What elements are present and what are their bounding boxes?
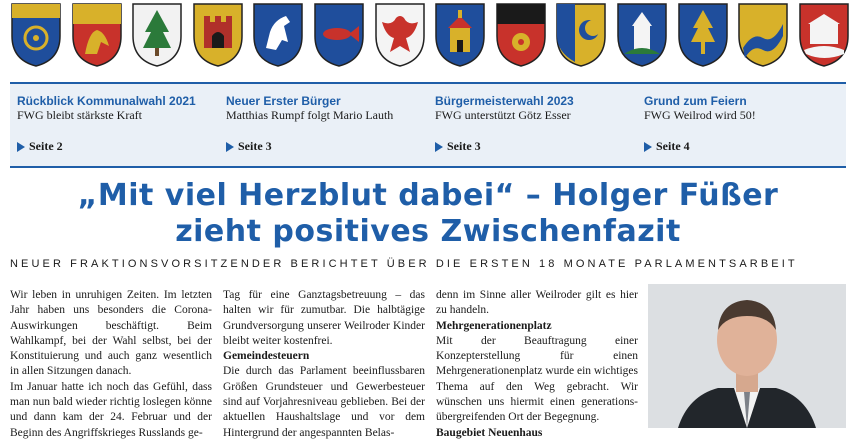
crest-moon-icon: [555, 2, 607, 68]
crest-gold-tree-icon: [677, 2, 729, 68]
arrow-right-icon: [644, 142, 652, 152]
teaser-item[interactable]: [637, 84, 846, 166]
teaser-page-link[interactable]: [435, 139, 481, 154]
article-headline: [10, 178, 846, 250]
headline-line-1: „Mit viel Herzblut dabei“ – Holger Füßer: [77, 178, 779, 213]
article-column-1: [10, 288, 212, 441]
headline-line-2: zieht positives Zwischenfazit: [175, 214, 681, 249]
teaser-headline: Grund zum Feiern: [644, 94, 747, 108]
crest-fir-tree-icon: [131, 2, 183, 68]
teaser-headline: Bürgermeisterwahl 2023: [435, 94, 574, 108]
teaser-page-link[interactable]: [226, 139, 272, 154]
article-body: [10, 288, 638, 441]
article-column-3: [436, 288, 638, 441]
teaser-page-link[interactable]: [17, 139, 63, 154]
crest-castle-gate-icon: [192, 2, 244, 68]
arrow-right-icon: [435, 142, 443, 152]
crest-wave-icon: [737, 2, 789, 68]
municipal-crest-row: [10, 2, 850, 70]
teaser-subline: FWG unterstützt Götz Esser: [435, 108, 571, 122]
teaser-subline: Matthias Rumpf folgt Mario Lauth: [226, 108, 394, 122]
teaser-item[interactable]: [428, 84, 637, 166]
teaser-bar: [10, 82, 846, 168]
teaser-page-label: Seite 4: [656, 139, 690, 153]
crest-rose-icon: [495, 2, 547, 68]
portrait-photo: [648, 284, 846, 428]
arrow-right-icon: [226, 142, 234, 152]
crest-lion-icon: [71, 2, 123, 68]
crest-horse-icon: [252, 2, 304, 68]
crest-chapel-icon: [434, 2, 486, 68]
article-column-2: [223, 288, 425, 441]
teaser-subline: FWG Weilrod wird 50!: [644, 108, 756, 122]
paragraph: Wir leben in unruhigen Zeiten. Im letzten Jahr haben uns besonders die Corona-Auswirkungen beschäftigt. Beim Wahlkampf, bei der Wahl selbst, bei der Konstituierung und auch ganz wesentlich in allen Sitzungen danach.: [10, 289, 212, 378]
arrow-right-icon: [17, 142, 25, 152]
teaser-page-label: Seite 3: [447, 139, 481, 153]
teaser-page-label: Seite 2: [29, 139, 63, 153]
teaser-page-link[interactable]: [644, 139, 690, 154]
article-subheadline: NEUER FRAKTIONSVORSITZENDER BERICHTET ÜBER DIE ERSTEN 18 MONATE PARLAMENTSARBEIT: [10, 258, 798, 270]
paragraph: Mit der Beauftragung einer Konzepterstellung für einen Mehrgenerationenplatz wurde ein wichtiges Thema auf den Weg gebracht. Wir wünschen uns hiermit einen generations-übergreifenden Ort der Begegnung.: [436, 334, 638, 424]
paragraph: Im Januar hatte ich noch das Gefühl, dass man nun bald wieder richtig loslegen könne und dann kam der 24. Februar und der Beginn des Angriffskrieges Russlands ge-: [10, 380, 212, 439]
paragraph: denn im Sinne aller Weilroder gilt es hier zu handeln.: [436, 289, 638, 317]
teaser-item[interactable]: [219, 84, 428, 166]
paragraph: Tag für eine Ganztagsbetreuung – das halten wir für zumutbar. Die halbtägige Grundversorgung unserer Weilroder Kinder bleibt weiter kostenfrei.: [223, 289, 425, 347]
crest-building-icon: [798, 2, 850, 68]
section-heading: Mehrgenerationenplatz: [436, 319, 552, 332]
crest-fish-icon: [313, 2, 365, 68]
teaser-page-label: Seite 3: [238, 139, 272, 153]
crest-wheel-icon: [10, 2, 62, 68]
section-heading: Gemeindesteuern: [223, 350, 310, 363]
crest-eagle-icon: [374, 2, 426, 68]
section-heading: Baugebiet Neuenhaus: [436, 426, 543, 439]
paragraph: Die durch das Parlament beeinflussbaren Größen Grundsteuer und Gewerbesteuer sind auf Vorjahresniveau geblieben. Bei der aktuellen Haushaltslage und vor dem Hintergrund der angespannten Belas-: [223, 365, 425, 439]
teaser-headline: Rückblick Kommunalwahl 2021: [17, 94, 196, 108]
teaser-item[interactable]: [10, 84, 219, 166]
teaser-headline: Neuer Erster Bürger: [226, 94, 341, 108]
crest-church-icon: [616, 2, 668, 68]
teaser-subline: FWG bleibt stärkste Kraft: [17, 108, 142, 122]
